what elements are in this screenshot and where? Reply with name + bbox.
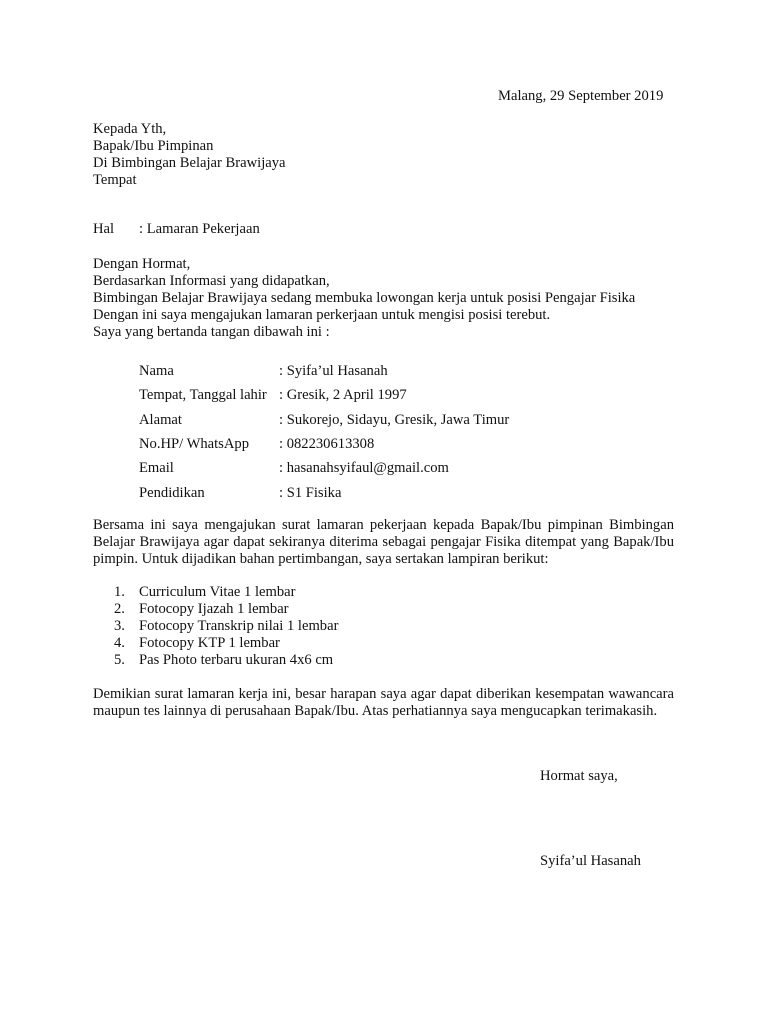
list-item-text: Curriculum Vitae 1 lembar xyxy=(139,584,296,600)
recipient-line-2: Bapak/Ibu Pimpinan xyxy=(93,138,214,154)
field-label-phone: No.HP/ WhatsApp xyxy=(139,436,249,452)
field-value-birth: : Gresik, 2 April 1997 xyxy=(279,387,407,403)
field-value-address: : Sukorejo, Sidayu, Gresik, Jawa Timur xyxy=(279,412,510,428)
list-item-text: Fotocopy Transkrip nilai 1 lembar xyxy=(139,618,339,634)
list-item-text: Fotocopy Ijazah 1 lembar xyxy=(139,601,289,617)
list-item-number: 3. xyxy=(114,618,125,634)
subject-label: Hal xyxy=(93,221,115,237)
opening-line-4: Dengan ini saya mengajukan lamaran perkerjaan untuk mengisi posisi terebut. xyxy=(93,307,551,323)
field-value-email: : hasanahsyifaul@gmail.com xyxy=(279,460,449,476)
recipient-line-1: Kepada Yth, xyxy=(93,121,167,137)
closing-salutation: Hormat saya, xyxy=(540,768,618,784)
list-item-number: 2. xyxy=(114,601,125,617)
field-value-name: : Syifa’ul Hasanah xyxy=(279,363,388,379)
list-item-number: 1. xyxy=(114,584,125,600)
list-item-text: Fotocopy KTP 1 lembar xyxy=(139,635,280,651)
field-label-address: Alamat xyxy=(139,412,182,428)
field-label-birth: Tempat, Tanggal lahir xyxy=(139,387,267,403)
list-item-text: Pas Photo terbaru ukuran 4x6 cm xyxy=(139,652,334,668)
field-value-phone: : 082230613308 xyxy=(279,436,375,452)
opening-line-5: Saya yang bertanda tangan dibawah ini : xyxy=(93,324,330,340)
subject-value: : Lamaran Pekerjaan xyxy=(139,221,260,237)
signer-name: Syifa’ul Hasanah xyxy=(540,853,641,869)
recipient-line-4: Tempat xyxy=(93,172,137,188)
opening-line-2: Berdasarkan Informasi yang didapatkan, xyxy=(93,273,330,289)
field-label-education: Pendidikan xyxy=(139,485,205,501)
list-item-number: 4. xyxy=(114,635,125,651)
letter-date: Malang, 29 September 2019 xyxy=(498,88,664,104)
recipient-line-3: Di Bimbingan Belajar Brawijaya xyxy=(93,155,286,171)
field-value-education: : S1 Fisika xyxy=(279,485,342,501)
body-paragraph: Bersama ini saya mengajukan surat lamaran pekerjaan kepada Bapak/Ibu pimpinan Bimbingan Belajar Brawijaya agar dapat sekiranya diterima sebagai pengajar Fisika ditempat yang Bapak/Ibu pimpin. Untuk dijadikan bahan pertimbangan, saya sertakan lampiran berikut: xyxy=(93,517,674,567)
closing-paragraph: Demikian surat lamaran kerja ini, besar harapan saya agar dapat diberikan kesempatan wawancara maupun tes lainnya di perusahaan Bapak/Ibu. Atas perhatiannya saya mengucapkan terimakasih. xyxy=(93,686,674,719)
field-label-name: Nama xyxy=(139,363,174,379)
opening-line-3: Bimbingan Belajar Brawijaya sedang membuka lowongan kerja untuk posisi Pengajar Fisika xyxy=(93,290,636,306)
list-item-number: 5. xyxy=(114,652,125,668)
opening-line-1: Dengan Hormat, xyxy=(93,256,191,272)
field-label-email: Email xyxy=(139,460,174,476)
